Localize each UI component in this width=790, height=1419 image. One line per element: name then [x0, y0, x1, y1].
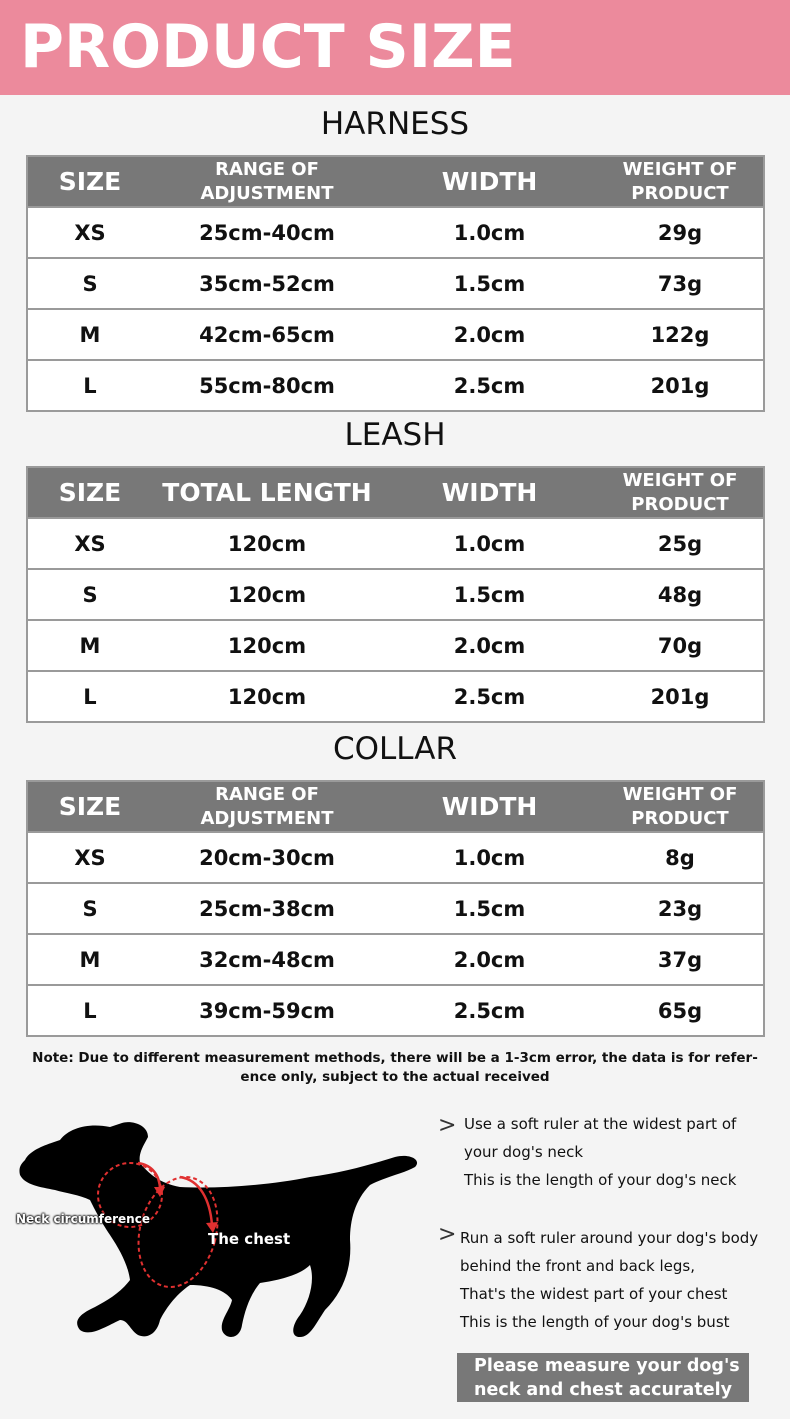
leash-title: LEASH: [344, 417, 446, 453]
cell-size: L: [83, 373, 97, 398]
measurement-note: Note: Due to different measurement methods, there will be a 1-3cm error, the data is for refer- ence only, subject to the actual received: [32, 1050, 758, 1085]
cell-width: 1.0cm: [453, 845, 526, 870]
cell-length: 120cm: [227, 531, 307, 556]
table-header: [28, 468, 763, 517]
header-width: WIDTH: [441, 167, 538, 196]
cell-size: M: [79, 947, 101, 972]
cell-width: 2.5cm: [453, 684, 526, 709]
leash-table: [26, 466, 765, 723]
chest-tip: [460, 1224, 758, 1336]
cell-width: 1.5cm: [453, 271, 526, 296]
table-row: [28, 208, 763, 257]
cell-size: XS: [74, 220, 106, 245]
cell-range: 55cm-80cm: [199, 373, 335, 398]
table-row: [28, 621, 763, 670]
header-size: SIZE: [58, 792, 122, 821]
chevron-right-icon: >: [438, 1113, 457, 1138]
collar-table: [26, 780, 765, 1037]
header-weight: WEIGHT OF PRODUCT: [622, 469, 738, 515]
cell-range: 20cm-30cm: [199, 845, 335, 870]
measure-callout: Please measure your dog's neck and chest accurately: [457, 1353, 749, 1402]
cell-size: L: [83, 684, 97, 709]
neck-tip-line: your dog's neck: [464, 1143, 584, 1161]
cell-range: 35cm-52cm: [199, 271, 335, 296]
cell-width: 2.5cm: [453, 373, 526, 398]
cell-weight: 73g: [657, 271, 703, 296]
cell-weight: 48g: [657, 582, 703, 607]
cell-range: 25cm-40cm: [199, 220, 335, 245]
cell-size: M: [79, 633, 101, 658]
cell-size: M: [79, 322, 101, 347]
cell-weight: 23g: [657, 896, 703, 921]
cell-width: 2.5cm: [453, 998, 526, 1023]
cell-width: 1.5cm: [453, 582, 526, 607]
harness-title: HARNESS: [320, 106, 470, 142]
chest-tip-line: behind the front and back legs,: [460, 1257, 695, 1275]
header-size: SIZE: [58, 478, 122, 507]
header-weight: WEIGHT OF PRODUCT: [622, 158, 738, 204]
neck-tip-line: This is the length of your dog's neck: [464, 1171, 737, 1189]
table-header: [28, 157, 763, 206]
cell-weight: 70g: [657, 633, 703, 658]
table-row: [28, 310, 763, 359]
header-range: RANGE OF ADJUSTMENT: [200, 158, 334, 204]
table-row: [28, 884, 763, 933]
page-title: PRODUCT SIZE: [20, 12, 516, 82]
cell-weight: 8g: [665, 845, 695, 870]
cell-size: S: [82, 896, 98, 921]
chest-tip-line: This is the length of your dog's bust: [460, 1313, 730, 1331]
collar-title: COLLAR: [332, 731, 458, 767]
header-width: WIDTH: [441, 478, 538, 507]
table-row: [28, 570, 763, 619]
cell-width: 1.0cm: [453, 220, 526, 245]
chest-label: The chest: [208, 1230, 291, 1248]
cell-size: L: [83, 998, 97, 1023]
table-row: [28, 361, 763, 410]
cell-length: 120cm: [227, 684, 307, 709]
header-weight: WEIGHT OF PRODUCT: [622, 783, 738, 829]
cell-range: 32cm-48cm: [199, 947, 335, 972]
cell-length: 120cm: [227, 582, 307, 607]
cell-weight: 201g: [650, 373, 710, 398]
cell-size: S: [82, 582, 98, 607]
cell-size: S: [82, 271, 98, 296]
header-width: WIDTH: [441, 792, 538, 821]
table-row: [28, 833, 763, 882]
header-total-length: TOTAL LENGTH: [162, 478, 372, 507]
chest-tip-line: Run a soft ruler around your dog's body: [460, 1229, 759, 1247]
cell-width: 2.0cm: [453, 947, 526, 972]
table-row: [28, 519, 763, 568]
neck-circumference-label: Neck circumference: [16, 1212, 150, 1226]
cell-weight: 37g: [657, 947, 703, 972]
cell-width: 2.0cm: [453, 633, 526, 658]
table-header: [28, 782, 763, 831]
chest-tip-line: That's the widest part of your chest: [460, 1285, 728, 1303]
cell-weight: 201g: [650, 684, 710, 709]
cell-width: 1.5cm: [453, 896, 526, 921]
cell-weight: 65g: [657, 998, 703, 1023]
cell-range: 42cm-65cm: [199, 322, 335, 347]
cell-range: 25cm-38cm: [199, 896, 335, 921]
cell-width: 1.0cm: [453, 531, 526, 556]
cell-weight: 122g: [650, 322, 710, 347]
table-row: [28, 672, 763, 721]
table-row: [28, 986, 763, 1035]
cell-range: 39cm-59cm: [199, 998, 335, 1023]
header-size: SIZE: [58, 167, 122, 196]
table-row: [28, 259, 763, 308]
cell-width: 2.0cm: [453, 322, 526, 347]
cell-size: XS: [74, 845, 106, 870]
cell-size: XS: [74, 531, 106, 556]
harness-table: [26, 155, 765, 412]
cell-length: 120cm: [227, 633, 307, 658]
cell-weight: 29g: [657, 220, 703, 245]
header-range: RANGE OF ADJUSTMENT: [200, 783, 334, 829]
neck-tip: [464, 1110, 736, 1194]
chevron-right-icon: >: [438, 1222, 457, 1247]
table-row: [28, 935, 763, 984]
cell-weight: 25g: [657, 531, 703, 556]
header-banner: [0, 0, 790, 95]
neck-tip-line: Use a soft ruler at the widest part of: [464, 1115, 737, 1133]
